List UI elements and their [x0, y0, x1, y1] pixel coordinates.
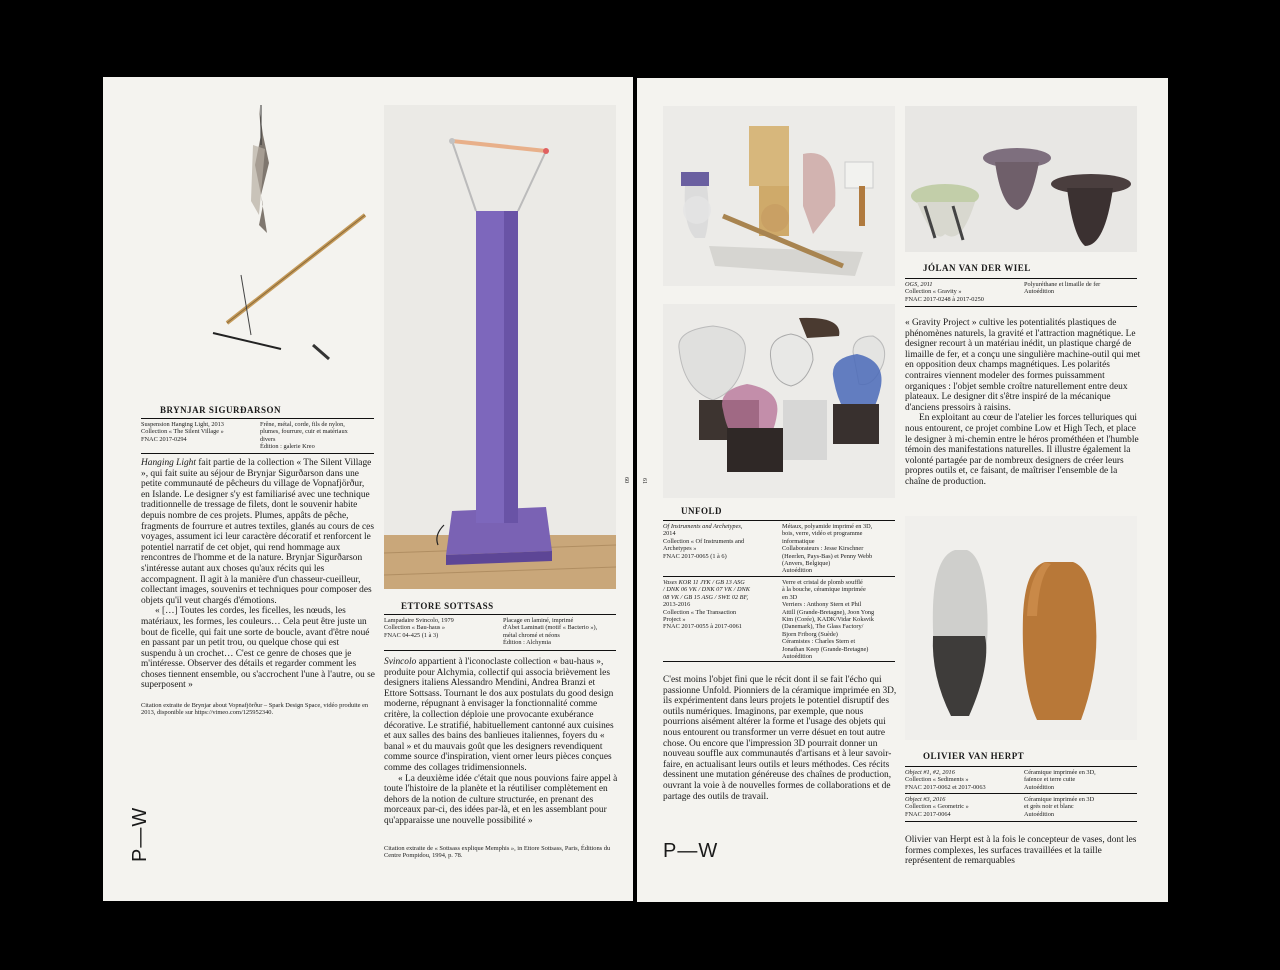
rule: [384, 614, 616, 615]
ceramic-vases-photo: [905, 516, 1137, 740]
olivier-meta2-left: Object #3, 2016 Collection « Geometric » FNAC 2017-0064: [905, 796, 969, 818]
jolan-meta-right: Polyuréthane et limaille de fer Autoédition: [1024, 281, 1101, 296]
unfold-meta1-left: Of Instruments and Archetypes, 2014 Collection « Of Instruments and Archetypes » FNAC 2017-0065 (1 à 6): [663, 523, 745, 560]
jolan-meta-left: OGS, 2011 Collection « Gravity » FNAC 2017-0248 à 2017-0250: [905, 281, 984, 303]
pw-logo: P—W: [663, 840, 719, 862]
unfold-meta1-right: Métaux, polyamide imprimé en 3D, bois, verre, vidéo et programme informatique Collaborateurs : Jesse Kirschner (Heerlen, Pays-Bas) et Penny Webb (Anvers, Belgique) Autoédition: [782, 523, 873, 575]
unfold-meta2-right: Verre et cristal de plomb soufflé à la bouche, céramique imprimée en 3D Verriers : Anthony Stern et Phil Attill (Grande-Bretagne), Joon Yong Kim (Corée), KADK/Vidar Koksvik (Danemark), The Glass Factory/ Bjorn Friborg (Suède) Céramistes : Charles Stern et Jonathan Keep (Grande-Bretagne) Autoédition: [782, 579, 875, 661]
designer-name-ettore: ETTORE SOTTSASS: [401, 601, 494, 611]
rule: [905, 793, 1137, 794]
ettore-citation: Citation extraite de « Sottsass explique Memphis », in Ettore Sottsass, Paris, Éditions du Centre Pompidou, 1994, p. 78.: [384, 845, 611, 860]
rule: [141, 418, 374, 419]
gravity-stools-photo: [905, 106, 1137, 252]
designer-name-brynjar: BRYNJAR SIGURÐARSON: [160, 405, 281, 415]
hanging-light-photo: [141, 105, 373, 401]
unfold-meta2-left: Vases KOR 11 JYK / GB 13 ASG / DNK 06 VK / DNK 07 VK / DNK 08 VK / GB 15 ASG / SWE 02 BF, 2013-2016 Collection « The Transaction Project » FNAC 2017-0055 à 2017-0061: [663, 579, 750, 631]
rule: [905, 306, 1137, 307]
svincolo-lamp-photo: [384, 105, 616, 589]
designer-name-unfold: UNFOLD: [681, 506, 722, 516]
olivier-meta1-right: Céramique imprimée en 3D, faïence et terre cuite Autoédition: [1024, 769, 1096, 791]
page-number: 61: [641, 478, 647, 484]
right-page: [637, 78, 1168, 902]
brynjar-body: Hanging Light fait partie de la collection « The Silent Village », qui fait suite au séjour de Brynjar Sigurðarson dans une petite communauté de pêcheurs du village de Vopnafjörður, en Islande. Le designer s'y est familiarisé avec une technique traditionnelle de tressage de filets, dont le souvenir habite depuis nombre de ces projets. Plumes, appâts de pêche, fragments de fourrure et autres textiles, glanés au cours de ces voyages, assument ici leur caractère décoratif et renforcent le potentiel narratif de cet objet, qui rend hommage aux rencontres de l'homme et de la nature. Brynjar Sigurðarson s'intéresse autant aux choses qu'aux récits qui les accompagnent. Il agit à la manière d'un chasseur-cueilleur, collectant images, souvenirs et techniques pour composer des objets qu'il veut chargés d'émotions. « […] Toutes les cordes, les ficelles, les nœuds, les matériaux, les formes, les couleurs… Cela peut être juste un bout de ficelle, qui fait une sorte de boucle, avant d'être noué en passant par un petit trou, ou quelque chose qui est suspendu à un crochet… C'est ce genre de choses que je m'intéresse. Observer des détails et regarder comment les choses tiennent ensemble, ou s'accrochent l'une à l'autre, ou se superposent »: [141, 458, 375, 691]
designer-name-olivier: OLIVIER VAN HERPT: [923, 751, 1025, 761]
instruments-archetypes-photo: [663, 106, 895, 286]
olivier-body: Olivier van Herpt est à la fois le concepteur de vases, dont les formes complexes, les surfaces travaillées et la taille représentent de remarquables: [905, 835, 1137, 867]
olivier-meta2-right: Céramique imprimée en 3D et grès noir et blanc Autoédition: [1024, 796, 1095, 818]
rule: [384, 650, 616, 651]
olivier-meta1-left: Object #1, #2, 2016 Collection « Sediments » FNAC 2017-0062 et 2017-0063: [905, 769, 986, 791]
unfold-body: C'est moins l'objet fini que le récit dont il se fait l'écho qui passionne Unfold. Pionniers de la céramique imprimée en 3D, ils expérimentent dans leurs projets le potentiel disruptif des outils numériques. Imaginons, par exemple, que nous pourrions aisément altérer la forme et l'usage des objets qui nous entourent ou transformer un verre désuet en tout autre chose. Ou encore que l'impression 3D pourrait donner un nouveau souffle aux communautés d'artisans et à leur savoir-faire, en actualisant leurs outils et leurs méthodes. Ces récits dessinent une mutation généreuse des chaînes de production, ouvrant la voie à de nouvelles formes de collaborations et de partage des outils de travail.: [663, 675, 897, 802]
rule: [663, 520, 895, 521]
designer-name-jolan: JÓLAN VAN DER WIEL: [923, 263, 1031, 273]
ettore-meta-right: Placage en laminé, imprimé d'Abet Laminati (motif « Bacterio »), métal chromé et néons Édition : Alchymia: [503, 617, 598, 647]
rule: [905, 821, 1137, 822]
transaction-project-vases-photo: [663, 304, 895, 498]
rule: [905, 766, 1137, 767]
brynjar-meta-right: Frêne, métal, corde, fils de nylon, plumes, fourrure, cuir et matériaux divers Édition : galerie Kreo: [260, 421, 348, 451]
page-number: 60: [623, 477, 629, 483]
left-page: [103, 77, 633, 901]
brynjar-meta-left: Suspension Hanging Light, 2013 Collection « The Silent Village » FNAC 2017-0294: [141, 421, 224, 443]
jolan-body: « Gravity Project » cultive les potentialités plastiques de phénomènes naturels, la gravité et l'attraction magnétique. Le designer recourt à un matériau inédit, un plastique chargé de limaille de fer, et a conçu une singulière machine-outil qui met en opposition deux champs magnétiques. Les polarités contraires viennent modeler des formes puissamment organiques : l'objet semble croître naturellement entre deux plateaux. Le designer dit s'être inspiré de la mécanique d'anciens pressoirs à raisins. En exploitant au cœur de l'atelier les forces telluriques qui nous entourent, ce projet combine Low et High Tech, et place le designer à mi-chemin entre le héros prométhéen et l'humble témoin des manifestations naturelles. Il illustre également la volonté partagée par de nombreux designers de créer leurs propres outils et, ce faisant, de maîtriser l'ensemble de la chaîne de production.: [905, 318, 1141, 487]
brynjar-citation: Citation extraite de Brynjar about Vopnafjörður – Spark Design Space, vidéo produite en 2013, disponible sur https://vimeo.com/125952340.: [141, 702, 369, 717]
rule: [905, 278, 1137, 279]
ettore-body: Svincolo appartient à l'iconoclaste collection « bau-haus », produite pour Alchymia, collectif qui associa brièvement les designers italiens Alessandro Mendini, Andrea Branzi et Ettore Sottsass. Tournant le dos aux postulats du good design moderne, répugnant à envisager la fonctionnalité comme critère, la collection déploie une provocante exubérance décorative. Le stratifié, habituellement cantonné aux cuisines et aux salles des bains des banlieues italiennes, foyers du « banal » et du mauvais goût que les designers revendiquent comme source d'inspiration, vient orner leurs pièces conçues comme des collages tridimensionnels. « La deuxième idée c'était que nous pouvions faire appel à toute l'histoire de la planète et la réutiliser complètement en dehors de la notion de culture structurée, en prenant des morceaux par-ci, des idées par-là, et en les assemblant pour qu'apparaisse une nouvelle possibilité »: [384, 657, 618, 826]
rule: [663, 661, 895, 662]
pw-logo: P—W: [129, 806, 151, 862]
rule: [663, 576, 895, 577]
ettore-meta-left: Lampadaire Svincolo, 1979 Collection « Bau-haus » FNAC 04-425 (1 à 3): [384, 617, 454, 639]
rule: [141, 453, 374, 454]
